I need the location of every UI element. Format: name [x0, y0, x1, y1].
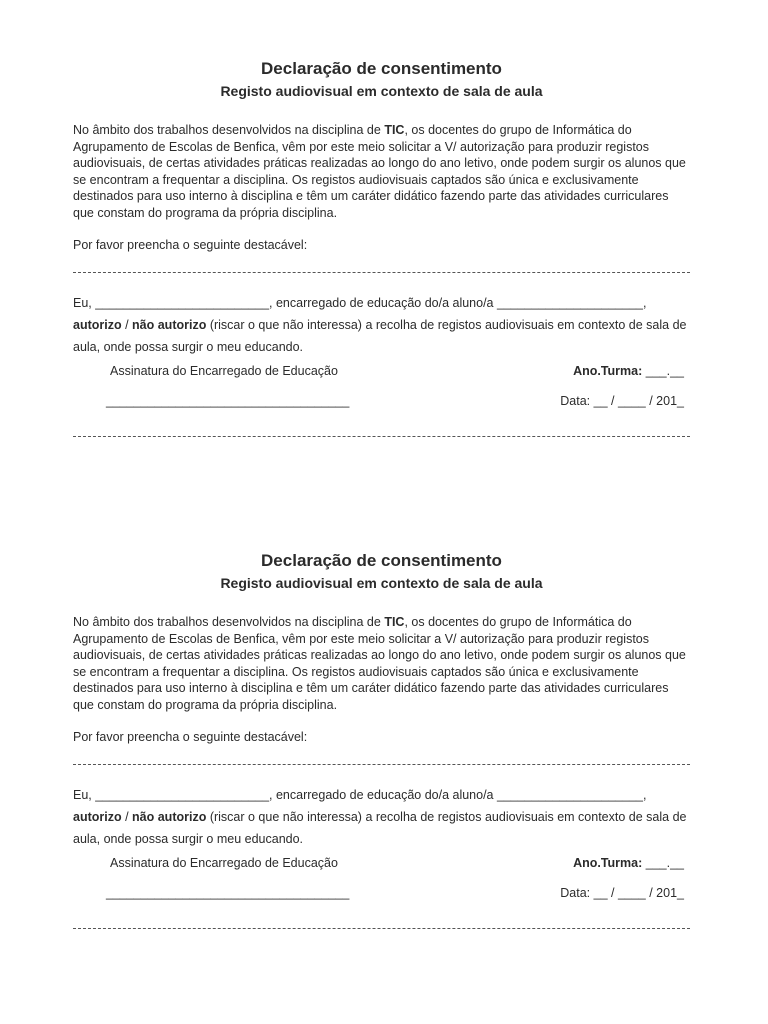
option-nao-autorizo: não autorizo [132, 810, 207, 824]
option-autorizo: autorizo [73, 318, 122, 332]
intro-text-start: No âmbito dos trabalhos desenvolvidos na disciplina de [73, 123, 385, 137]
declaration-line-1: Eu, _________________________, encarregado de educação do/a aluno/a _____________________, [73, 788, 647, 802]
signature-row [73, 856, 690, 914]
signature-label: Assinatura do Encarregado de Educação [110, 856, 338, 870]
ano-turma-label: Ano.Turma: [573, 364, 643, 378]
cut-line-bottom [73, 928, 690, 929]
intro-paragraph [73, 614, 690, 713]
signature-line: ___________________________________ [106, 886, 350, 900]
option-separator: / [121, 318, 133, 332]
declaration-rest: (riscar o que não interessa) a recolha de registos audiovisuais em contexto de sala de aula, onde possa surgir o meu educando. [73, 810, 687, 846]
signature-line: ___________________________________ [106, 394, 350, 408]
option-autorizo: autorizo [73, 810, 122, 824]
form-subtitle: Registo audiovisual em contexto de sala de aula [220, 83, 543, 99]
form-title: Declaração de consentimento [261, 551, 502, 570]
ano-turma-blank: ___.__ [642, 364, 684, 378]
intro-text-start: No âmbito dos trabalhos desenvolvidos na disciplina de [73, 615, 385, 629]
intro-text-end: , os docentes do grupo de Informática do Agrupamento de Escolas de Benfica, vêm por este meio solicitar a V/ autorização para produzir registos audiovisuais, de certas atividades práticas realizadas ao longo do ano letivo, onde podem surgir os alunos que se encontram a frequentar a disciplina. Os registos audiovisuais captados são única e exclusivamente destinados para uso interno à disciplina e têm um caráter didático fazendo parte das atividades curriculares que constam do programa da própria disciplina. [73, 123, 686, 220]
intro-text-bold: TIC [384, 123, 405, 137]
declaration-text [73, 784, 690, 850]
declaration-line-1: Eu, _________________________, encarregado de educação do/a aluno/a _____________________, [73, 296, 647, 310]
declaration-rest: (riscar o que não interessa) a recolha de registos audiovisuais em contexto de sala de aula, onde possa surgir o meu educando. [73, 318, 687, 354]
date-field: Data: __ / ____ / 201_ [560, 886, 684, 900]
ano-turma [573, 856, 684, 870]
option-nao-autorizo: não autorizo [132, 318, 207, 332]
signature-row [73, 364, 690, 422]
intro-text-bold: TIC [384, 615, 405, 629]
consent-form-2 [73, 550, 690, 929]
fill-prompt: Por favor preencha o seguinte destacável: [73, 730, 308, 744]
date-field: Data: __ / ____ / 201_ [560, 394, 684, 408]
cut-line-top [73, 764, 690, 765]
form-title: Declaração de consentimento [261, 59, 502, 78]
intro-text-end: , os docentes do grupo de Informática do Agrupamento de Escolas de Benfica, vêm por este meio solicitar a V/ autorização para produzir registos audiovisuais, de certas atividades práticas realizadas ao longo do ano letivo, onde podem surgir os alunos que se encontram a frequentar a disciplina. Os registos audiovisuais captados são única e exclusivamente destinados para uso interno à disciplina e têm um caráter didático fazendo parte das atividades curriculares que constam do programa da própria disciplina. [73, 615, 686, 712]
fill-prompt: Por favor preencha o seguinte destacável: [73, 238, 308, 252]
ano-turma-label: Ano.Turma: [573, 856, 643, 870]
cut-line-top [73, 272, 690, 273]
consent-form-1 [73, 58, 690, 437]
option-separator: / [121, 810, 133, 824]
ano-turma [573, 364, 684, 378]
declaration-text [73, 292, 690, 358]
signature-label: Assinatura do Encarregado de Educação [110, 364, 338, 378]
cut-line-bottom [73, 436, 690, 437]
form-subtitle: Registo audiovisual em contexto de sala de aula [220, 575, 543, 591]
intro-paragraph [73, 122, 690, 221]
ano-turma-blank: ___.__ [642, 856, 684, 870]
